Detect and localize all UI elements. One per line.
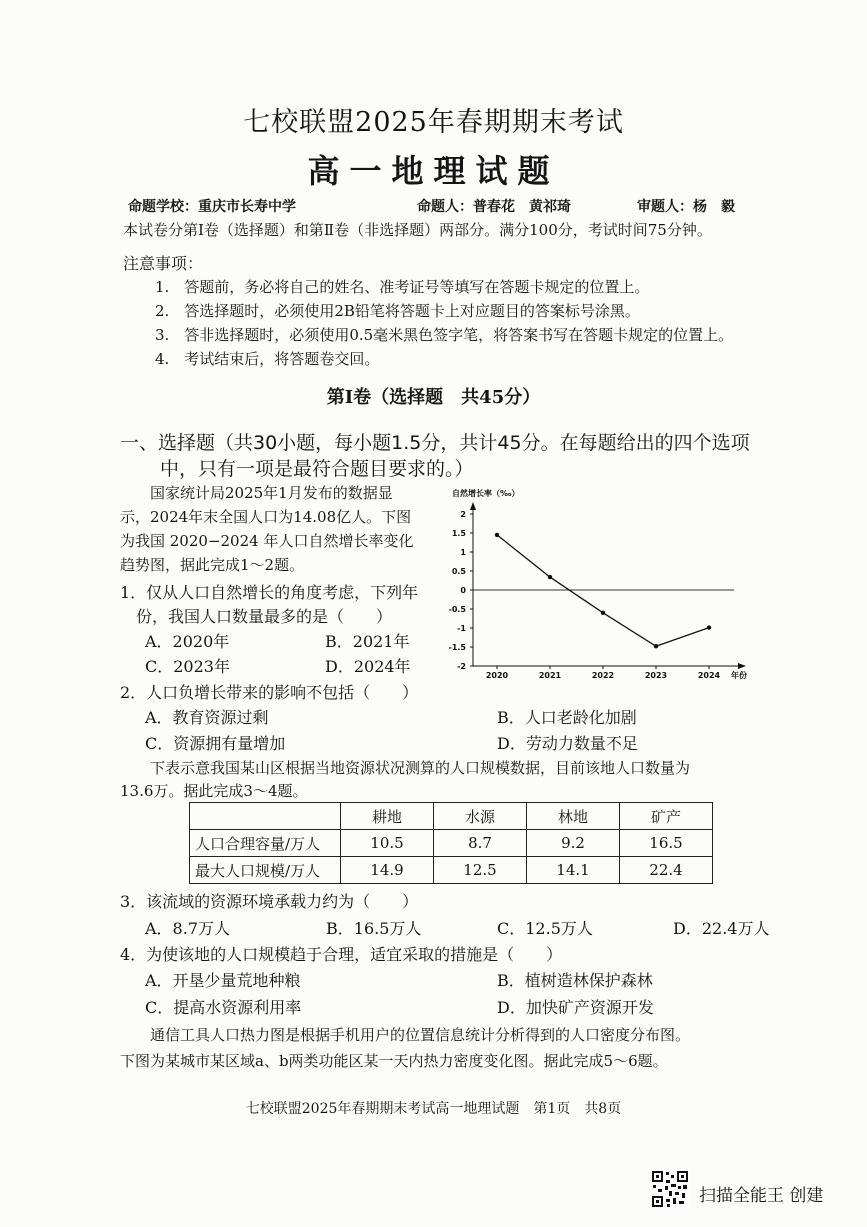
- q4-option-a[interactable]: A．开垦少量荒地种粮: [145, 971, 301, 990]
- x-axis-label: 年份: [731, 671, 747, 680]
- section-instruction: 一、选择题（共30小题，每小题1.5分，共计45分。在每题给出的四个选项: [120, 432, 750, 454]
- y-axis-label: 自然增长率（‰）: [452, 489, 520, 498]
- passage-line: 国家统计局2025年1月发布的数据显: [120, 484, 393, 502]
- q1-stem-cont: 份，我国人口数量最多的是（ ）: [120, 607, 393, 626]
- y-tick-label: 1.5: [451, 529, 466, 538]
- q1-stem: 1．仅从人口自然增长的角度考虑，下列年: [120, 583, 419, 602]
- note-item: 3. 答非选择题时，必须使用0.5毫米黑色签字笔，将答案书写在答题卡规定的位置上。: [155, 326, 734, 344]
- q4-stem: 4．为使该地的人口规模趋于合理，适宜采取的措施是（ ）: [120, 945, 563, 964]
- x-tick-label: 2024: [697, 671, 721, 680]
- q1-option-d[interactable]: D．2024年: [325, 657, 411, 676]
- table-header-cell: 林地: [527, 803, 620, 830]
- passage-line: 趋势图，据此完成1～2题。: [120, 556, 305, 574]
- x-tick-label: 2023: [644, 671, 668, 680]
- q3-option-d[interactable]: D．22.4万人: [673, 919, 770, 938]
- exam-title: 七校联盟2025年春期期末考试: [243, 107, 624, 138]
- authors-line: 命题人：普春花 黄祁琦: [417, 199, 571, 215]
- q2-option-c[interactable]: C．资源拥有量增加: [145, 734, 286, 753]
- note-item: 2. 答选择题时，必须使用2B铅笔将答题卡上对应题目的答案标号涂黑。: [155, 302, 640, 320]
- scanner-watermark: 扫描全能王 创建: [699, 1186, 824, 1206]
- table-header-cell: 水源: [434, 803, 527, 830]
- y-tick-label: 2: [460, 510, 466, 519]
- q4-option-b[interactable]: B．植树造林保护森林: [497, 971, 653, 990]
- table-header-cell: [190, 803, 341, 830]
- y-tick-label: -1.5: [448, 643, 466, 652]
- note-item: 4. 考试结束后，将答题卷交回。: [155, 350, 380, 368]
- passage-line: 13.6万。据此完成3～4题。: [120, 782, 308, 800]
- q4-option-c[interactable]: C．提高水资源利用率: [145, 998, 302, 1017]
- y-tick-label: 0: [460, 586, 466, 595]
- q3-stem: 3．该流域的资源环境承载力约为（ ）: [120, 892, 419, 911]
- passage-line: 通信工具人口热力图是根据手机用户的位置信息统计分析得到的人口密度分布图。: [120, 1026, 691, 1044]
- passage-line: 为我国 2020−2024 年人口自然增长率变化: [120, 532, 414, 550]
- q3-option-b[interactable]: B．16.5万人: [326, 919, 422, 938]
- passage-line: 下表示意我国某山区根据当地资源状况测算的人口规模数据，目前该地人口数量为: [120, 759, 691, 777]
- table-header-cell: 耕地: [341, 803, 434, 830]
- table-header-row: [190, 803, 713, 830]
- exam-intro: 本试卷分第Ⅰ卷（选择题）和第Ⅱ卷（非选择题）两部分。满分100分，考试时间75分钟。: [123, 221, 712, 239]
- y-axis-arrow: [470, 502, 476, 510]
- table-cell: 10.5: [341, 830, 434, 857]
- table-cell: 14.1: [527, 857, 620, 884]
- q3-option-a[interactable]: A．8.7万人: [145, 919, 231, 938]
- passage-line: 下图为某城市某区域a、b两类功能区某一天内热力密度变化图。据此完成5～6题。: [120, 1052, 668, 1070]
- x-tick-label: 2020: [485, 671, 509, 680]
- x-tick-label: 2021: [538, 671, 562, 680]
- q1-option-c[interactable]: C．2023年: [145, 657, 230, 676]
- page-footer: 七校联盟2025年春期期末考试高一地理试题 第1页 共8页: [245, 1101, 622, 1117]
- q1-option-b[interactable]: B．2021年: [325, 632, 410, 651]
- q1-option-a[interactable]: A．2020年: [145, 632, 230, 651]
- subject-title: 高一地理试题: [307, 152, 560, 190]
- table-cell: 14.9: [341, 857, 434, 884]
- table-row: [190, 830, 713, 857]
- reviewer-line: 审题人：杨 毅: [637, 199, 735, 215]
- y-tick-label: 0.5: [451, 567, 466, 576]
- y-tick-label: -0.5: [448, 605, 466, 614]
- y-tick-label: 1: [460, 548, 466, 557]
- q3-option-c[interactable]: C．12.5万人: [497, 919, 593, 938]
- table-row: [190, 857, 713, 884]
- resource-capacity-table: [189, 802, 713, 884]
- data-point: [707, 625, 711, 629]
- part1-title: 第Ⅰ卷（选择题 共45分）: [326, 387, 541, 408]
- q2-option-d[interactable]: D．劳动力数量不足: [497, 734, 638, 753]
- school-line: 命题学校：重庆市长寿中学: [128, 199, 296, 215]
- data-point: [548, 575, 552, 579]
- notes-heading: 注意事项：: [123, 254, 204, 273]
- population-growth-chart: [442, 482, 762, 682]
- data-point: [601, 611, 605, 615]
- table-cell: 16.5: [620, 830, 713, 857]
- x-tick-label: 2022: [591, 671, 615, 680]
- data-point: [495, 533, 499, 537]
- table-cell: 9.2: [527, 830, 620, 857]
- y-tick-label: -2: [457, 662, 466, 671]
- q2-option-a[interactable]: A．教育资源过剩: [145, 708, 269, 727]
- section-instruction-cont: 中，只有一项是最符合题目要求的。）: [160, 458, 474, 480]
- qr-code-icon: [651, 1170, 689, 1208]
- q2-stem: 2．人口负增长带来的影响不包括（ ）: [120, 683, 419, 702]
- note-item: 1. 答题前，务必将自己的姓名、准考证号等填写在答题卡规定的位置上。: [155, 278, 650, 296]
- table-cell: 22.4: [620, 857, 713, 884]
- table-header-cell: 矿产: [620, 803, 713, 830]
- data-point: [654, 644, 658, 648]
- series-line: [497, 535, 709, 646]
- table-cell: 人口合理容量/万人: [190, 830, 341, 857]
- q2-option-b[interactable]: B．人口老龄化加剧: [497, 708, 637, 727]
- table-cell: 12.5: [434, 857, 527, 884]
- x-axis-arrow: [738, 663, 746, 669]
- table-cell: 8.7: [434, 830, 527, 857]
- q4-option-d[interactable]: D．加快矿产资源开发: [497, 998, 654, 1017]
- y-tick-label: -1: [457, 624, 466, 633]
- passage-line: 示，2024年末全国人口为14.08亿人。下图: [120, 508, 412, 526]
- table-cell: 最大人口规模/万人: [190, 857, 341, 884]
